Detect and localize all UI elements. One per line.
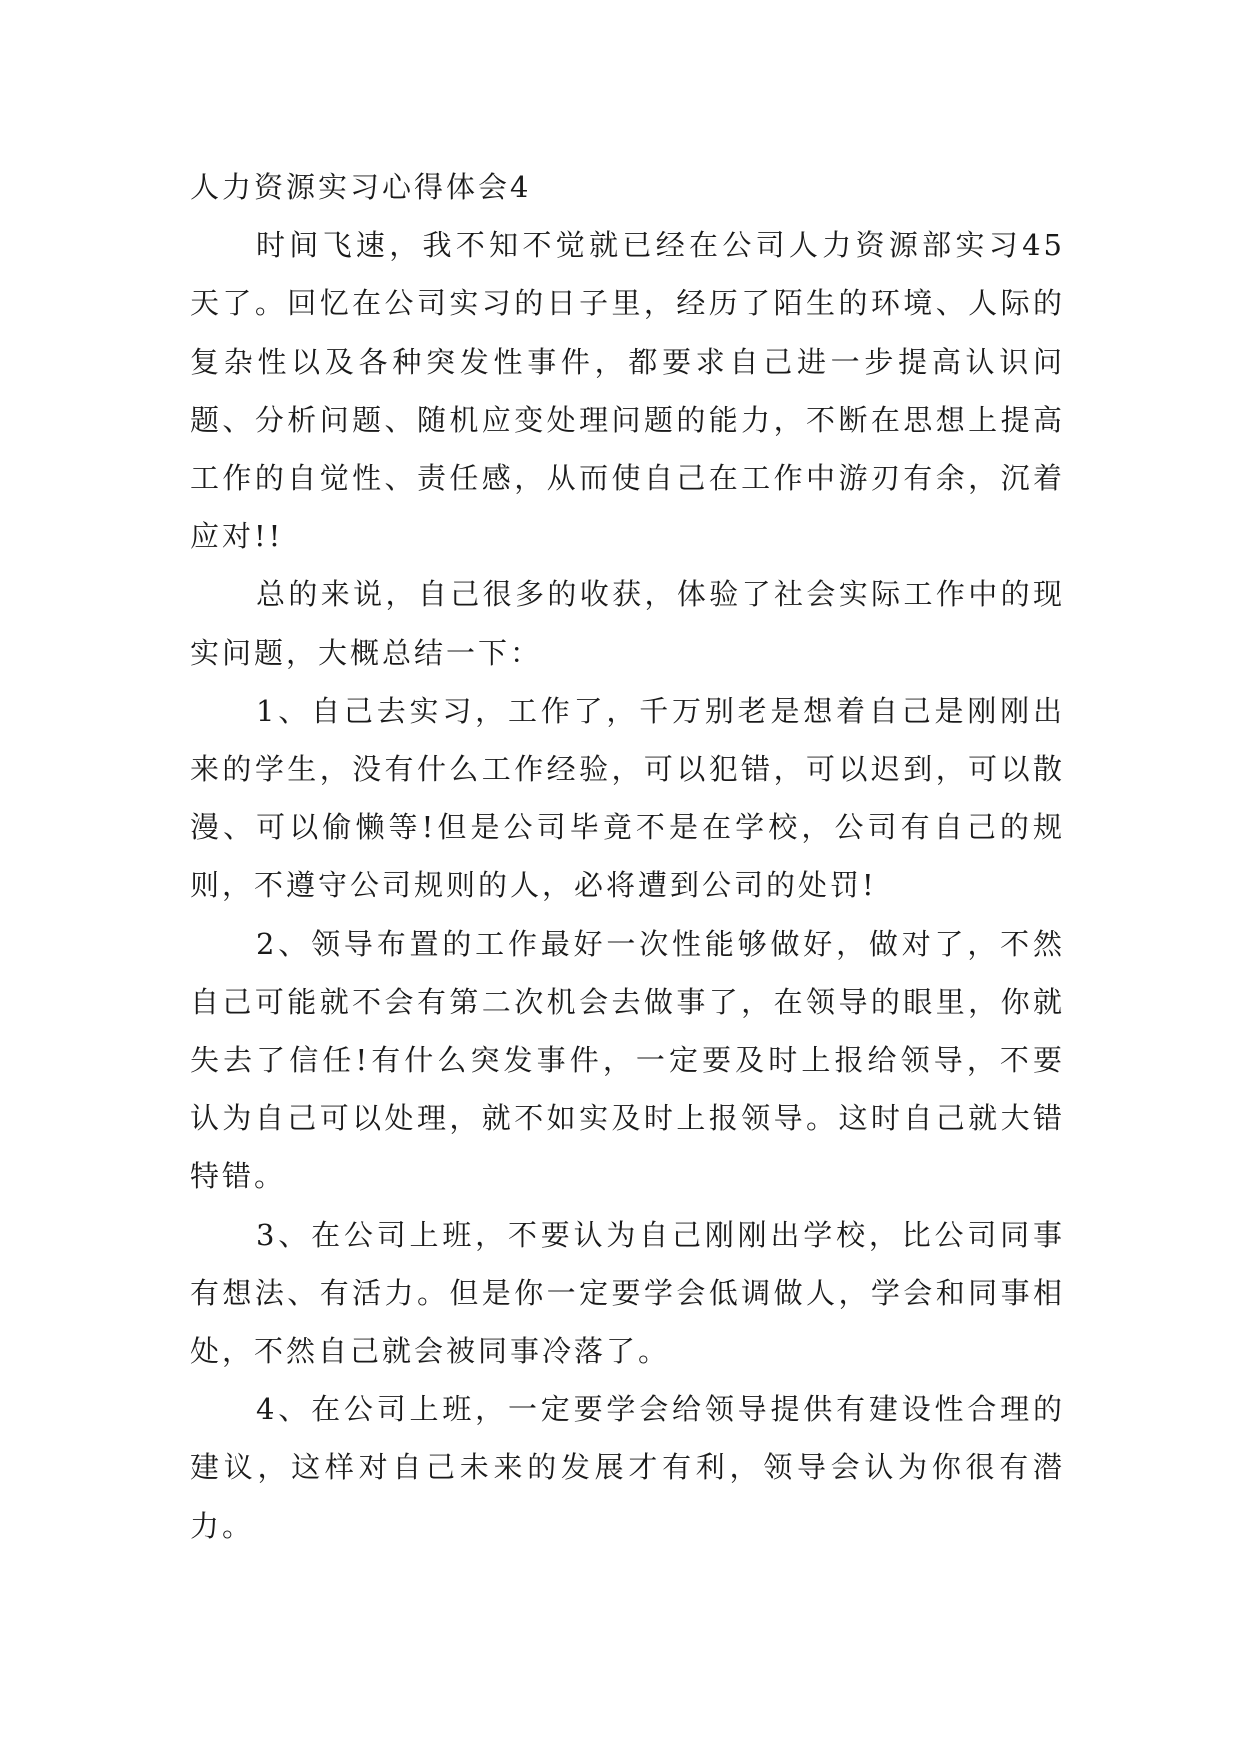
document-body — [190, 158, 1065, 1555]
paragraph-3: 1、自己去实习，工作了，千万别老是想着自己是刚刚出来的学生，没有什么工作经验，可以犯错，可以迟到，可以散漫、可以偷懒等!但是公司毕竟不是在学校，公司有自己的规则，不遵守公司规则的人，必将遭到公司的处罚! — [190, 693, 1065, 903]
paragraph-5: 3、在公司上班，不要认为自己刚刚出学校，比公司同事有想法、有活力。但是你一定要学会低调做人，学会和同事相处，不然自己就会被同事冷落了。 — [190, 1217, 1065, 1369]
paragraph-6: 4、在公司上班，一定要学会给领导提供有建设性合理的建议，这样对自己未来的发展才有利，领导会认为你很有潜力。 — [190, 1392, 1065, 1543]
document-title: 人力资源实习心得体会4 — [190, 170, 532, 204]
paragraph-4: 2、领导布置的工作最好一次性能够做好，做对了，不然自己可能就不会有第二次机会去做事了，在领导的眼里，你就失去了信任!有什么突发事件，一定要及时上报给领导，不要认为自己可以处理，就不如实及时上报领导。这时自己就大错特错。 — [190, 926, 1065, 1194]
paragraph-1: 时间飞速，我不知不觉就已经在公司人力资源部实习45天了。回忆在公司实习的日子里，经历了陌生的环境、人际的复杂性以及各种突发性事件，都要求自己进一步提高认识问题、分析问题、随机应变处理问题的能力，不断在思想上提高工作的自觉性、责任感，从而使自己在工作中游刃有余，沉着应对!! — [190, 228, 1065, 554]
paragraph-2: 总的来说，自己很多的收获，体验了社会实际工作中的现实问题，大概总结一下： — [190, 577, 1065, 670]
